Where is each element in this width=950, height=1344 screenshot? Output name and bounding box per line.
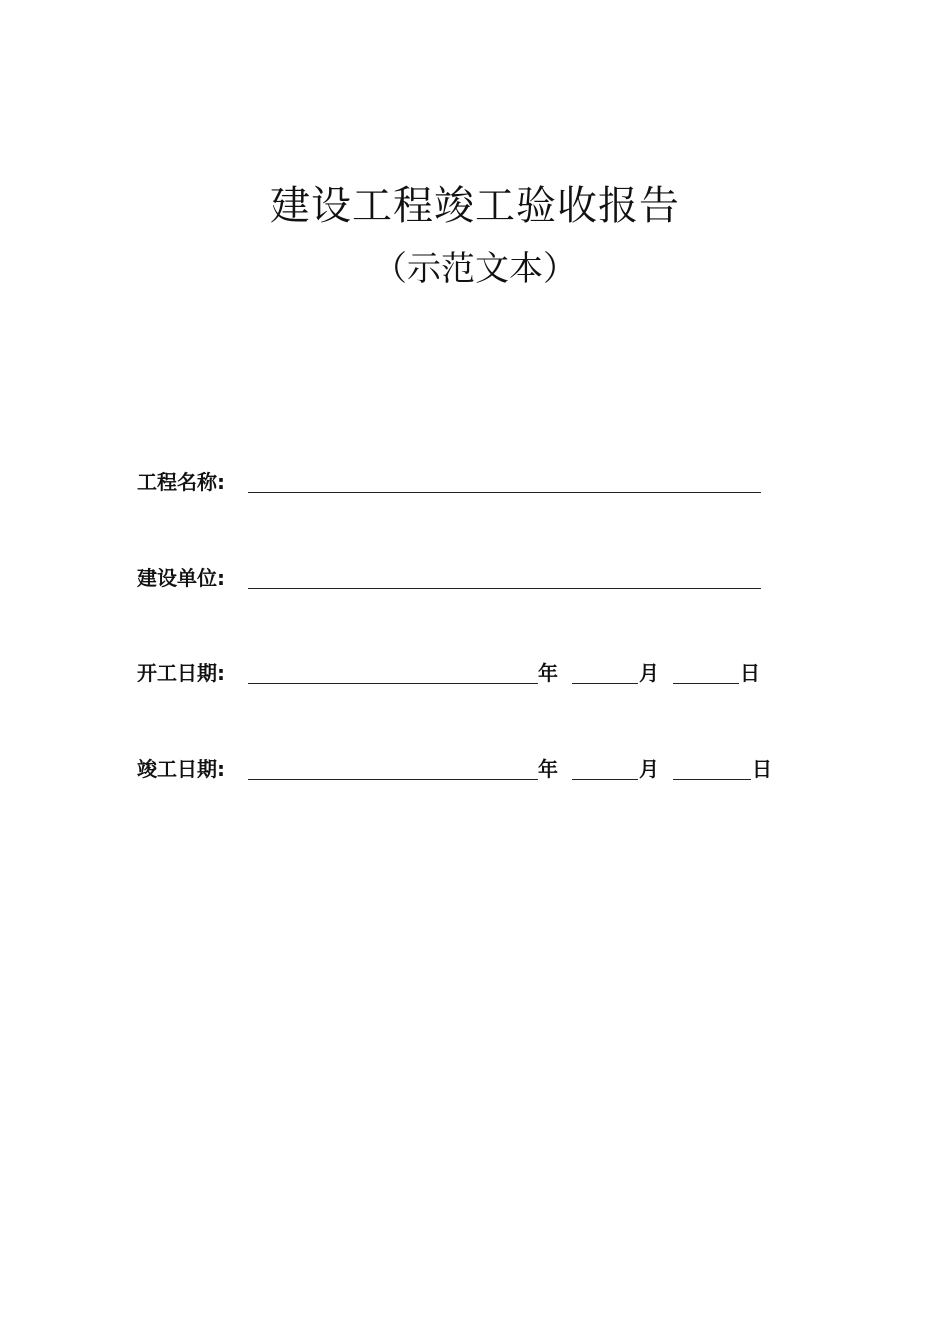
start-day-field[interactable] [673, 683, 739, 684]
completion-month-unit: 月 [639, 757, 659, 781]
completion-date-label: 竣工日期: [137, 757, 225, 781]
completion-year-unit: 年 [538, 757, 558, 781]
start-date-label: 开工日期: [137, 661, 225, 685]
start-date-row [137, 659, 817, 689]
completion-day-field[interactable] [673, 779, 751, 780]
start-day-unit: 日 [740, 661, 760, 685]
start-month-field[interactable] [572, 683, 638, 684]
completion-date-row [137, 755, 817, 785]
start-year-unit: 年 [538, 661, 558, 685]
completion-day-unit: 日 [752, 757, 772, 781]
completion-year-field[interactable] [248, 779, 538, 780]
project-name-label: 工程名称: [137, 470, 225, 494]
construction-unit-field[interactable] [248, 588, 761, 589]
start-month-unit: 月 [639, 661, 659, 685]
document-title: 建设工程竣工验收报告 [270, 183, 680, 229]
project-name-field[interactable] [248, 492, 761, 493]
project-name-row [137, 468, 817, 498]
construction-unit-row [137, 564, 817, 594]
document-subtitle: （示范文本） [373, 249, 577, 289]
completion-month-field[interactable] [572, 779, 638, 780]
construction-unit-label: 建设单位: [137, 566, 225, 590]
start-year-field[interactable] [248, 683, 538, 684]
